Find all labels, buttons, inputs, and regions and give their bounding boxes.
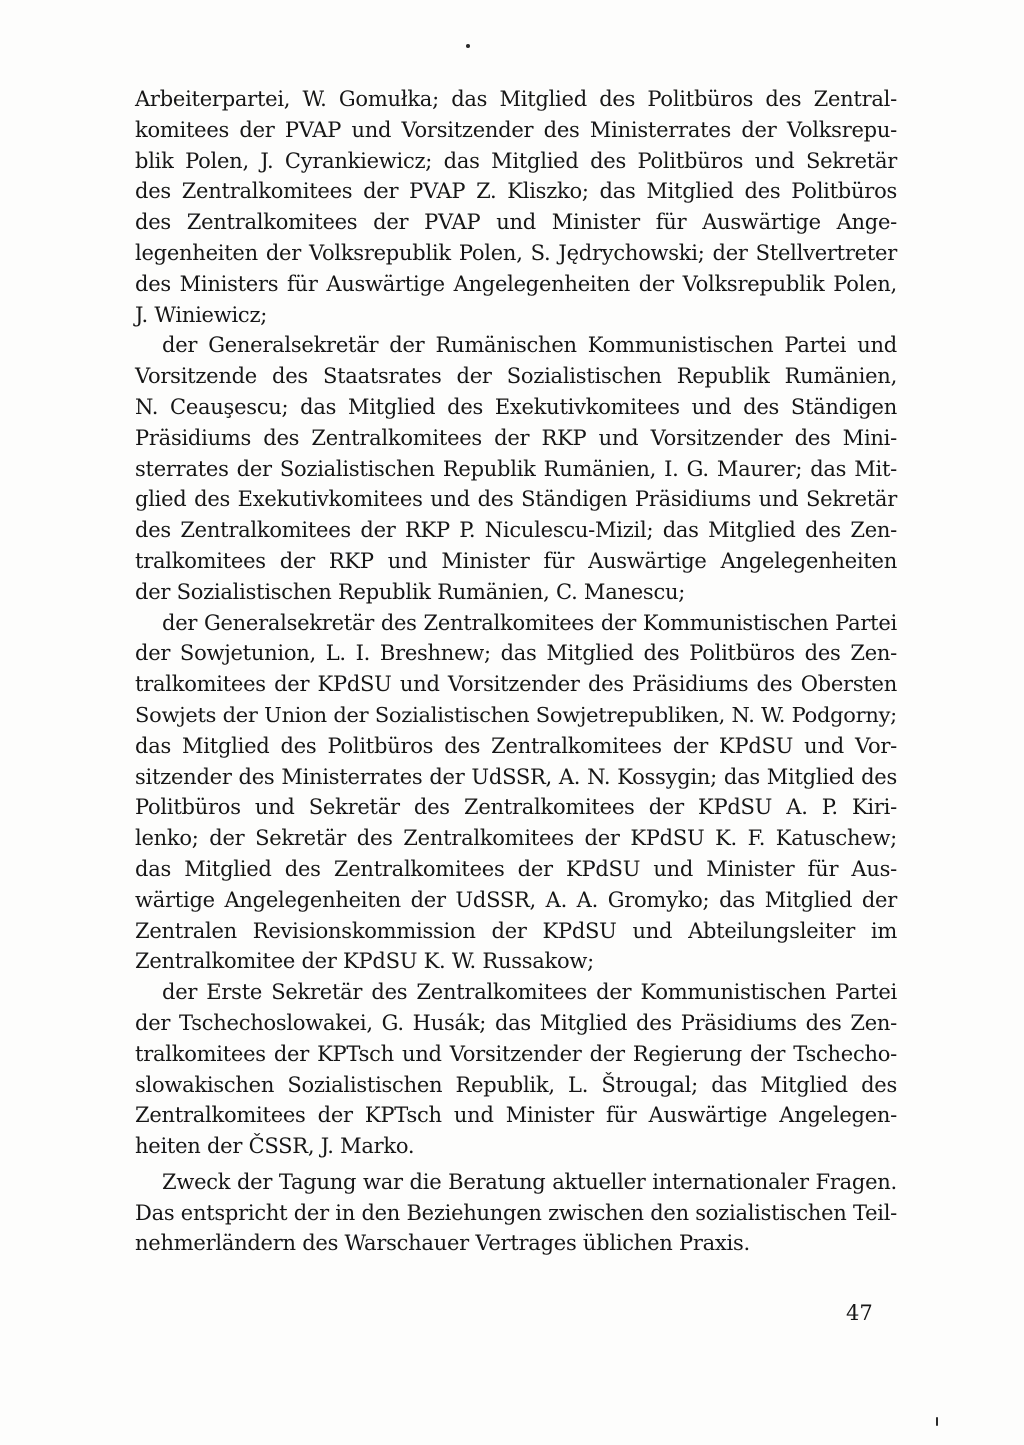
text-line: Das entspricht der in den Beziehungen zwischen den sozialistischen Teil- [135, 1200, 897, 1225]
text-line: der Generalsekretär der Rumänischen Kommunistischen Partei und [162, 333, 897, 358]
text-line: des Zentralkomitees der PVAP Z. Kliszko; das Mitglied des Politbüros [135, 179, 897, 204]
text-line: Sowjets der Union der Sozialistischen Sowjetrepubliken, N. W. Podgorny; [135, 702, 897, 727]
text-line: Zweck der Tagung war die Beratung aktueller internationaler Fragen. [162, 1169, 897, 1194]
text-line: Politbüros und Sekretär des Zentralkomitees der KPdSU A. P. Kiri- [135, 795, 897, 820]
text-line: der Sowjetunion, L. I. Breshnew; das Mitglied des Politbüros des Zen- [135, 641, 897, 666]
text-line: Zentralkomitees der KPTsch und Minister für Auswärtige Angelegen- [135, 1103, 897, 1128]
text-line: N. Ceauşescu; das Mitglied des Exekutivkomitees und des Ständigen [135, 394, 897, 419]
text-line: der Erste Sekretär des Zentralkomitees der Kommunistischen Partei [162, 980, 897, 1005]
text-line: tralkomitees der RKP und Minister für Auswärtige Angelegenheiten [135, 548, 897, 573]
text-line: glied des Exekutivkomitees und des Ständigen Präsidiums und Sekretär [135, 487, 897, 512]
text-line: Vorsitzende des Staatsrates der Sozialistischen Republik Rumänien, [135, 364, 897, 389]
text-line: nehmerländern des Warschauer Vertrages üblichen Praxis. [135, 1231, 750, 1256]
text-line: sitzender des Ministerrates der UdSSR, A. N. Kossygin; das Mitglied des [135, 764, 897, 789]
scan-speck-mark [936, 1417, 938, 1426]
text-line: der Generalsekretär des Zentralkomitees der Kommunistischen Partei [162, 610, 897, 635]
text-line: des Ministers für Auswärtige Angelegenheiten der Volksrepublik Polen, [135, 271, 897, 296]
text-line: legenheiten der Volksrepublik Polen, S. Jędrychowski; der Stellvertreter [135, 240, 897, 265]
text-line: das Mitglied des Politbüros des Zentralkomitees der KPdSU und Vor- [135, 733, 897, 758]
page-number: 47 [846, 1301, 873, 1325]
text-line: der Tschechoslowakei, G. Husák; das Mitglied des Präsidiums des Zen- [135, 1010, 897, 1035]
text-line: heiten der ČSSR, J. Marko. [135, 1134, 415, 1159]
scan-speck-mark [466, 44, 470, 48]
text-line: der Sozialistischen Republik Rumänien, C. Manescu; [135, 579, 686, 604]
text-line: lenko; der Sekretär des Zentralkomitees der KPdSU K. F. Katuschew; [135, 826, 897, 851]
text-line: blik Polen, J. Cyrankiewicz; das Mitglied des Politbüros und Sekretär [135, 148, 897, 173]
text-line: das Mitglied des Zentralkomitees der KPdSU und Minister für Aus- [135, 856, 897, 881]
body-text [135, 84, 897, 1259]
text-line: slowakischen Sozialistischen Republik, L. Štrougal; das Mitglied des [135, 1072, 897, 1097]
text-line: tralkomitees der KPdSU und Vorsitzender des Präsidiums des Obersten [135, 672, 897, 697]
text-line: wärtige Angelegenheiten der UdSSR, A. A. Gromyko; das Mitglied der [135, 887, 897, 912]
text-line: J. Winiewicz; [135, 302, 268, 327]
text-line: sterrates der Sozialistischen Republik Rumänien, I. G. Maurer; das Mit- [135, 456, 897, 481]
text-line: Zentralen Revisionskommission der KPdSU und Abteilungsleiter im [135, 918, 897, 943]
text-line: tralkomitees der KPTsch und Vorsitzender der Regierung der Tschecho- [135, 1041, 897, 1066]
text-line: des Zentralkomitees der RKP P. Niculescu-Mizil; das Mitglied des Zen- [135, 518, 897, 543]
text-line: Zentralkomitee der KPdSU K. W. Russakow; [135, 949, 594, 974]
text-line: des Zentralkomitees der PVAP und Minister für Auswärtige Ange- [135, 210, 897, 235]
text-line: Arbeiterpartei, W. Gomułka; das Mitglied des Politbüros des Zentral- [135, 87, 897, 111]
text-line: Präsidiums des Zentralkomitees der RKP und Vorsitzender des Mini- [135, 425, 897, 450]
text-line: komitees der PVAP und Vorsitzender des Ministerrates der Volksrepu- [135, 117, 897, 142]
